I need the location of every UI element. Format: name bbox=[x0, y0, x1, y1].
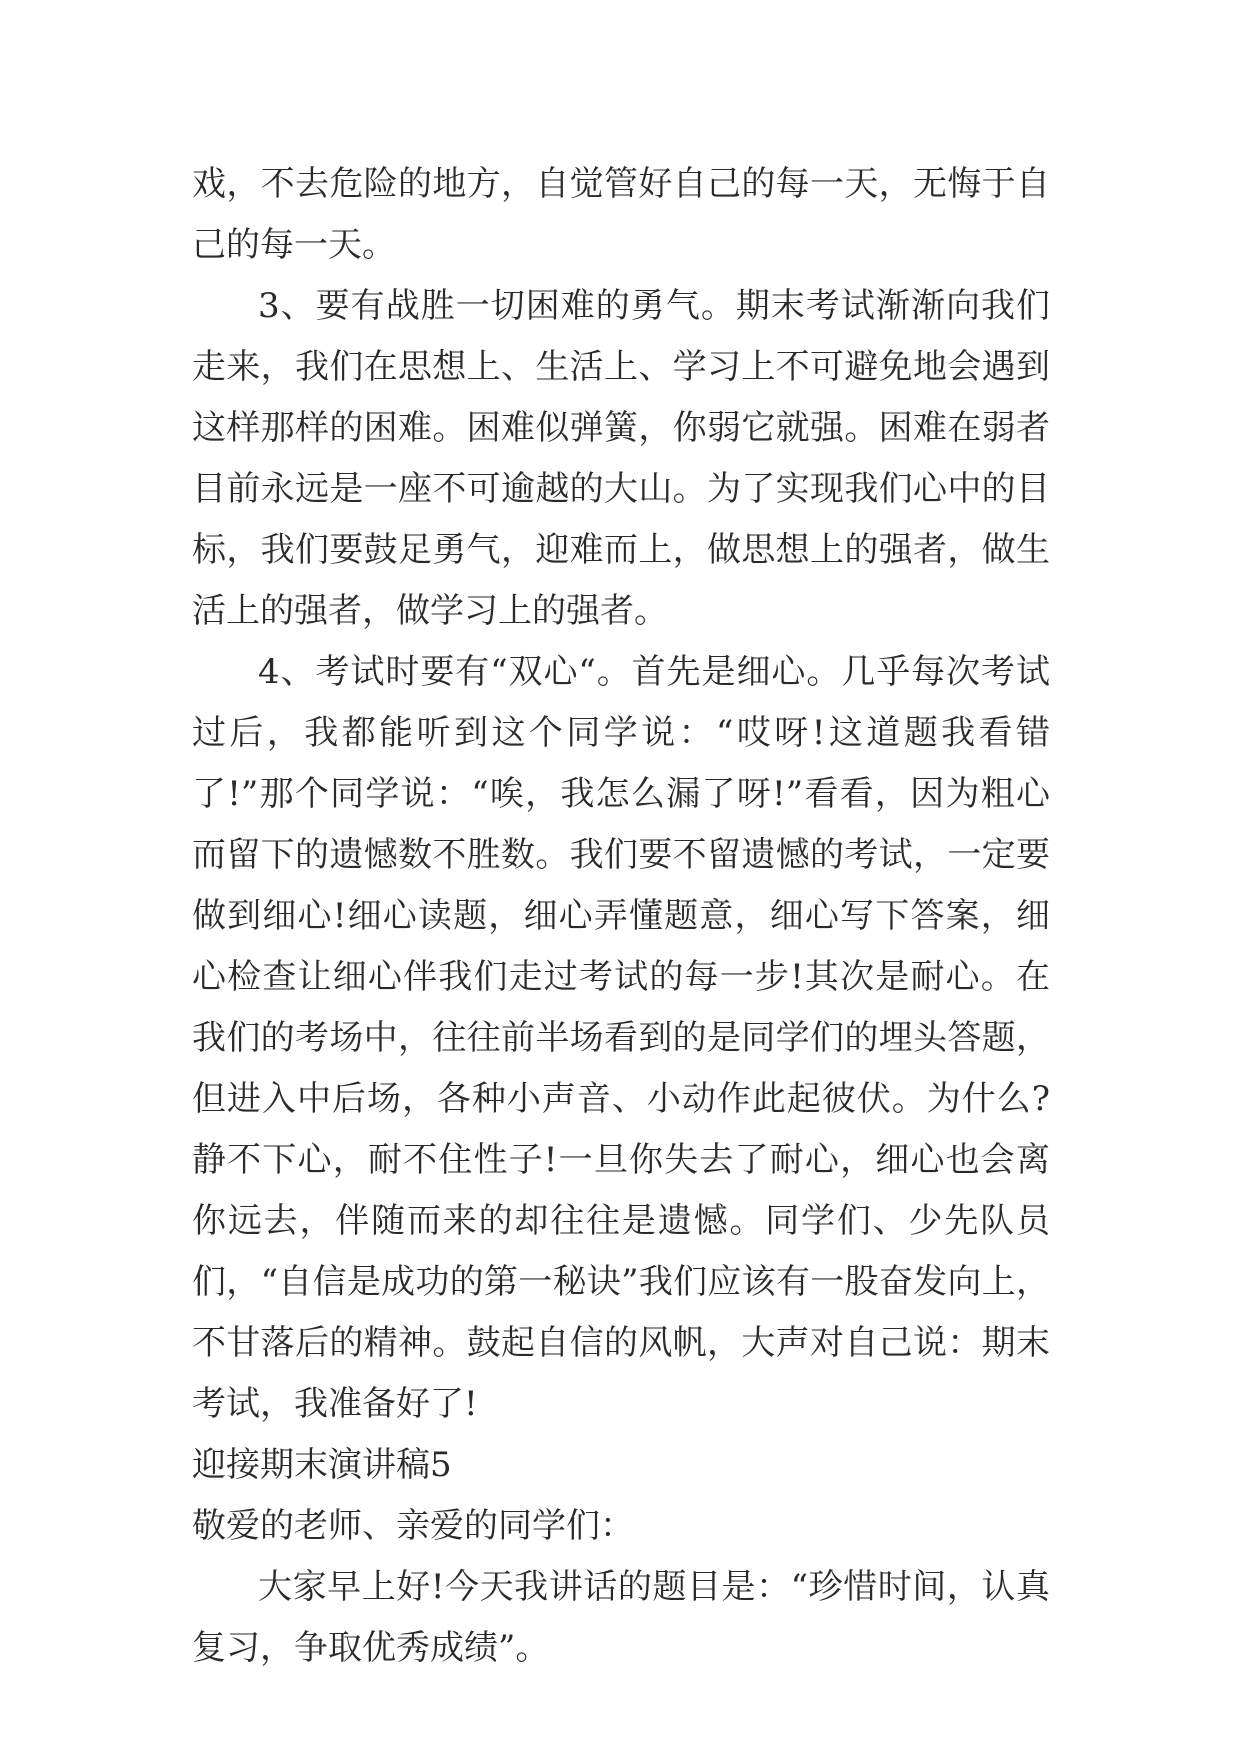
salutation: 敬爱的老师、亲爱的同学们： bbox=[192, 1506, 634, 1546]
paragraph-courage: 3、要有战胜一切困难的勇气。期末考试渐渐向我们走来，我们在思想上、生活上、学习上不可避免地会遇到这样那样的困难。困难似弹簧，你弱它就强。困难在弱者目前永远是一座不可逾越的大山。为了实现我们心中的目标，我们要鼓足勇气，迎难而上，做思想上的强者，做生活上的强者，做学习上的强者。 bbox=[192, 286, 1050, 631]
section-title: 迎接期末演讲稿5 bbox=[192, 1445, 452, 1485]
document-body bbox=[192, 154, 1050, 1679]
paragraph-continuation: 戏，不去危险的地方，自觉管好自己的每一天，无悔于自己的每一天。 bbox=[192, 164, 1050, 265]
paragraph-two-hearts: 4、考试时要有“双心“。首先是细心。几乎每次考试过后，我都能听到这个同学说：“哎呀!这道题我看错了!”那个同学说：“唉，我怎么漏了呀!”看看，因为粗心而留下的遗憾数不胜数。我们要不留遗憾的考试，一定要做到细心!细心读题，细心弄懂题意，细心写下答案，细心检查让细心伴我们走过考试的每一步!其次是耐心。在我们的考场中，往往前半场看到的是同学们的埋头答题，但进入中后场，各种小声音、小动作此起彼伏。为什么?静不下心，耐不住性子!一旦你失去了耐心，细心也会离你远去，伴随而来的却往往是遗憾。同学们、少先队员们，“自信是成功的第一秘诀”我们应该有一股奋发向上，不甘落后的精神。鼓起自信的风帆，大声对自己说：期末考试，我准备好了! bbox=[192, 652, 1050, 1424]
paragraph-opening: 大家早上好!今天我讲话的题目是：“珍惜时间，认真复习，争取优秀成绩”。 bbox=[192, 1567, 1050, 1668]
